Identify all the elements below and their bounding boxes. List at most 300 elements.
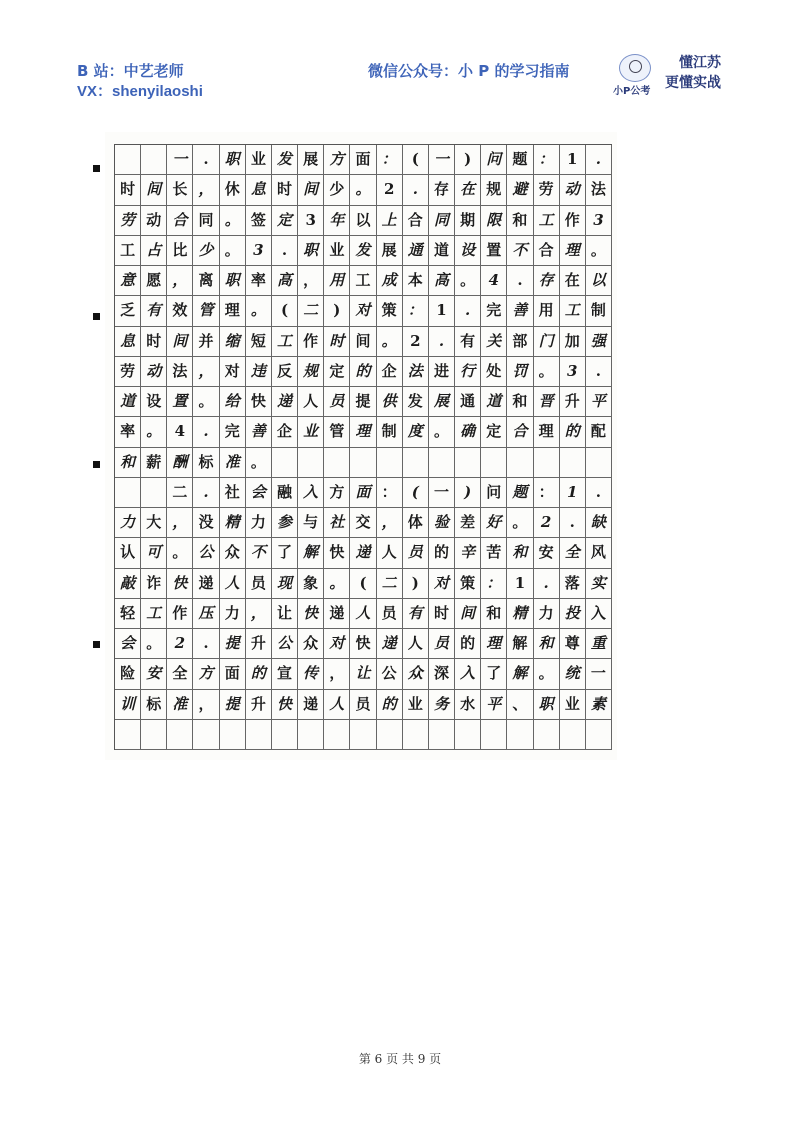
grid-cell: 定 [481,417,507,447]
grid-cell: 会 [115,629,141,659]
grid-cell: 差 [455,508,481,538]
grid-cell: 公 [377,659,403,689]
grid-cell: 善 [246,417,272,447]
page-number: 第 6 页 共 9 页 [358,1052,442,1066]
logo-small-text: 小P公考 [613,86,651,97]
grid-cell: 加 [560,327,586,357]
grid-cell: 门 [534,327,560,357]
grid-cell: 和 [507,206,533,236]
grid-cell: 职 [534,690,560,720]
grid-cell: 公 [272,629,298,659]
grid-cell: 。 [141,629,167,659]
grid-cell: 企 [272,417,298,447]
grid-cell: ， [193,357,219,387]
grid-cell: 给 [220,387,246,417]
grid-cell: 让 [350,659,376,689]
grid-cell: 劳 [534,175,560,205]
grid-cell: 融 [272,478,298,508]
grid-cell: . [560,508,586,538]
grid-cell: 策 [455,569,481,599]
grid-cell: 二 [167,478,193,508]
grid-cell: 完 [220,417,246,447]
grid-cell: 人 [220,569,246,599]
grid-cell: 险 [115,659,141,689]
grid-cell: 了 [272,538,298,568]
grid-cell: 落 [560,569,586,599]
grid-cell: 升 [246,690,272,720]
grid-cell: 递 [377,629,403,659]
grid-cell [193,720,219,750]
grid-cell: 业 [560,690,586,720]
grid-cell: 3 [560,357,586,387]
grid-cell: . [586,145,612,175]
grid-cell: 同 [429,206,455,236]
grid-cell: 升 [560,387,586,417]
grid-cell: 大 [141,508,167,538]
grid-cell: 配 [586,417,612,447]
grid-cell: 了 [481,659,507,689]
writing-grid [114,144,612,750]
grid-cell: 参 [272,508,298,538]
grid-cell: 准 [167,690,193,720]
grid-cell: 递 [350,538,376,568]
grid-cell: 合 [403,206,429,236]
grid-cell [350,720,376,750]
grid-cell: 对 [350,296,376,326]
grid-cell: 时 [272,175,298,205]
grid-cell: 并 [193,327,219,357]
grid-cell: 标 [141,690,167,720]
grid-cell: 和 [534,629,560,659]
grid-cell: 休 [220,175,246,205]
grid-cell: 道 [115,387,141,417]
grid-cell: 劳 [115,357,141,387]
grid-cell: 占 [141,236,167,266]
grid-cell [455,720,481,750]
grid-cell: 业 [403,690,429,720]
grid-cell: 方 [324,145,350,175]
grid-cell: 置 [167,387,193,417]
grid-cell: 面 [220,659,246,689]
grid-cell: 标 [193,448,219,478]
grid-cell: 方 [193,659,219,689]
grid-cell: 制 [377,417,403,447]
grid-cell [429,720,455,750]
grid-cell: 设 [141,387,167,417]
grid-cell: 面 [350,145,376,175]
grid-cell: 有 [403,599,429,629]
grid-cell: 体 [403,508,429,538]
grid-cell: 工 [272,327,298,357]
grid-cell [115,145,141,175]
grid-cell: 力 [115,508,141,538]
grid-cell: 2 [403,327,429,357]
grid-cell: ， [167,508,193,538]
grid-cell: 二 [298,296,324,326]
grid-cell [403,448,429,478]
grid-cell [298,720,324,750]
grid-cell [350,448,376,478]
grid-cell: ( [403,145,429,175]
grid-cell: . [193,417,219,447]
grid-cell: 风 [586,538,612,568]
grid-cell: 。 [350,175,376,205]
grid-cell: 深 [429,659,455,689]
grid-cell: 传 [298,659,324,689]
grid-cell: 对 [429,569,455,599]
grid-cell: 上 [377,206,403,236]
grid-cell: 工 [141,599,167,629]
grid-cell [298,448,324,478]
grid-cell: 3 [586,206,612,236]
grid-cell: 间 [350,327,376,357]
grid-cell: 与 [298,508,324,538]
grid-cell: ) [324,296,350,326]
grid-cell: 入 [455,659,481,689]
grid-cell: 置 [481,236,507,266]
grid-cell [455,448,481,478]
grid-cell: 对 [220,357,246,387]
brand-logo [613,52,731,97]
grid-cell: 率 [246,266,272,296]
grid-cell: 合 [167,206,193,236]
grid-cell: 员 [350,690,376,720]
grid-cell: 乏 [115,296,141,326]
grid-cell: 题 [507,478,533,508]
grid-cell: 全 [560,538,586,568]
grid-cell [377,448,403,478]
grid-cell: 限 [481,206,507,236]
grid-cell: 象 [298,569,324,599]
grid-cell: 验 [429,508,455,538]
grid-cell: ， [167,266,193,296]
grid-cell: 的 [246,659,272,689]
grid-cell: 的 [350,357,376,387]
grid-cell: 善 [507,296,533,326]
grid-cell: 间 [455,599,481,629]
grid-cell: 制 [586,296,612,326]
grid-cell: 在 [560,266,586,296]
grid-cell: 法 [586,175,612,205]
grid-cell: 管 [324,417,350,447]
grid-cell: 缺 [586,508,612,538]
grid-cell: 。 [429,417,455,447]
grid-cell [534,448,560,478]
grid-cell: 比 [167,236,193,266]
grid-cell: 入 [298,478,324,508]
grid-cell: 展 [429,387,455,417]
grid-cell: 训 [115,690,141,720]
logo-line2: 更懂实战 [665,75,721,91]
grid-cell: 4 [167,417,193,447]
grid-cell: 可 [141,538,167,568]
grid-cell: 存 [534,266,560,296]
grid-cell: 员 [377,599,403,629]
grid-cell: 用 [324,266,350,296]
grid-cell: 题 [507,145,533,175]
grid-cell [534,720,560,750]
grid-cell: . [586,357,612,387]
grid-cell: 让 [272,599,298,629]
grid-cell: 离 [193,266,219,296]
grid-cell: 员 [429,629,455,659]
grid-cell [560,720,586,750]
grid-cell: 罚 [507,357,533,387]
grid-cell: 策 [377,296,403,326]
grid-cell: 1 [560,145,586,175]
grid-cell: 和 [115,448,141,478]
grid-cell: 职 [220,266,246,296]
grid-cell: 压 [193,599,219,629]
grid-cell: ： [534,145,560,175]
grid-cell: 不 [246,538,272,568]
grid-cell: 息 [115,327,141,357]
grid-cell: ， [193,690,219,720]
grid-cell: ( [272,296,298,326]
grid-cell: 签 [246,206,272,236]
grid-cell: 动 [141,206,167,236]
bilibili-label: B 站：中艺老师 [77,62,184,80]
grid-cell: 。 [507,508,533,538]
grid-cell: 同 [193,206,219,236]
grid-cell: 。 [193,387,219,417]
grid-cell: 管 [193,296,219,326]
grid-cell [246,720,272,750]
grid-cell: 工 [115,236,141,266]
grid-cell: 问 [481,478,507,508]
grid-cell: 间 [298,175,324,205]
grid-cell: 意 [115,266,141,296]
grid-cell: 1 [429,296,455,326]
grid-cell: 展 [298,145,324,175]
margin-marker [93,641,100,648]
grid-cell: ， [324,659,350,689]
grid-cell: 的 [429,538,455,568]
grid-cell: 众 [220,538,246,568]
grid-cell: 重 [586,629,612,659]
grid-cell: ， [193,175,219,205]
grid-cell: 解 [507,659,533,689]
grid-cell: 度 [403,417,429,447]
grid-cell: 人 [350,599,376,629]
grid-cell: 面 [350,478,376,508]
grid-cell: 在 [455,175,481,205]
grid-cell: . [455,296,481,326]
grid-cell: 素 [586,690,612,720]
grid-cell: 人 [377,538,403,568]
grid-cell: 工 [534,206,560,236]
grid-cell: 一 [429,145,455,175]
grid-cell: ) [455,478,481,508]
grid-cell [272,448,298,478]
grid-cell: 员 [324,387,350,417]
grid-cell: 酬 [167,448,193,478]
grid-cell: 时 [429,599,455,629]
grid-cell [272,720,298,750]
grid-cell: 法 [403,357,429,387]
grid-cell: 社 [324,508,350,538]
grid-cell: 存 [429,175,455,205]
grid-cell: 时 [324,327,350,357]
grid-cell: 间 [141,175,167,205]
grid-cell: 行 [455,357,481,387]
grid-cell: 递 [298,690,324,720]
grid-cell: 和 [507,387,533,417]
grid-cell: 高 [429,266,455,296]
grid-cell: 业 [246,145,272,175]
grid-cell: 期 [455,206,481,236]
grid-cell [507,448,533,478]
grid-cell: 2 [534,508,560,538]
grid-cell: 。 [455,266,481,296]
grid-cell: 力 [220,599,246,629]
grid-cell: 合 [507,417,533,447]
grid-cell: 避 [507,175,533,205]
grid-cell [429,448,455,478]
grid-cell [586,448,612,478]
grid-cell: 精 [507,599,533,629]
grid-cell: ： [377,145,403,175]
grid-cell: 轻 [115,599,141,629]
grid-cell: 缩 [220,327,246,357]
grid-cell: 法 [167,357,193,387]
grid-cell: ： [403,296,429,326]
grid-cell: ， [377,508,403,538]
grid-cell: 快 [298,599,324,629]
grid-cell [324,448,350,478]
grid-cell: 作 [167,599,193,629]
grid-cell: 企 [377,357,403,387]
grid-cell: 入 [586,599,612,629]
grid-cell: 3 [298,206,324,236]
grid-cell [167,720,193,750]
grid-cell: 。 [246,448,272,478]
grid-cell: 公 [193,538,219,568]
grid-cell: 的 [377,690,403,720]
grid-cell: 职 [298,236,324,266]
grid-cell: 准 [220,448,246,478]
grid-cell: 工 [560,296,586,326]
grid-cell [586,720,612,750]
grid-cell: 道 [429,236,455,266]
grid-cell: 提 [220,690,246,720]
grid-cell: . [193,629,219,659]
grid-cell: 宣 [272,659,298,689]
grid-cell [507,720,533,750]
grid-cell: . [403,175,429,205]
grid-cell: 理 [560,236,586,266]
grid-cell: 有 [455,327,481,357]
grid-cell: 。 [586,236,612,266]
grid-cell: 时 [141,327,167,357]
grid-cell: 4 [481,266,507,296]
grid-cell: 安 [534,538,560,568]
grid-cell: 晋 [534,387,560,417]
grid-cell: 时 [115,175,141,205]
grid-cell: 工 [350,266,376,296]
grid-cell: 道 [481,387,507,417]
grid-cell: 员 [246,569,272,599]
grid-cell: ： [377,478,403,508]
grid-cell: 反 [272,357,298,387]
grid-cell: 以 [350,206,376,236]
grid-cell: 敲 [115,569,141,599]
grid-cell: 违 [246,357,272,387]
grid-cell: 递 [324,599,350,629]
grid-cell: 力 [246,508,272,538]
grid-cell: ( [350,569,376,599]
grid-cell: 、 [507,690,533,720]
logo-line1: 懂江苏 [679,55,721,71]
grid-cell: 。 [220,206,246,236]
grid-cell: 力 [534,599,560,629]
grid-cell: 愿 [141,266,167,296]
grid-cell: 。 [534,659,560,689]
grid-cell: 3 [246,236,272,266]
grid-cell: 解 [507,629,533,659]
grid-cell: 作 [560,206,586,236]
grid-cell: 理 [534,417,560,447]
grid-cell: 。 [220,236,246,266]
grid-cell: 尊 [560,629,586,659]
margin-marker [93,165,100,172]
grid-cell: 作 [298,327,324,357]
grid-cell: ) [403,569,429,599]
grid-cell: 发 [272,145,298,175]
grid-cell: 率 [115,417,141,447]
grid-cell: 一 [167,145,193,175]
grid-cell: 众 [298,629,324,659]
grid-cell: 。 [246,296,272,326]
grid-cell: 设 [455,236,481,266]
mascot-icon [619,54,651,82]
grid-cell [141,145,167,175]
grid-cell: 辛 [455,538,481,568]
grid-cell: 实 [586,569,612,599]
grid-cell: 快 [324,538,350,568]
grid-cell: 年 [324,206,350,236]
grid-cell: 强 [586,327,612,357]
grid-cell: 供 [377,387,403,417]
grid-cell: 认 [115,538,141,568]
grid-cell: 定 [324,357,350,387]
grid-cell: . [586,478,612,508]
grid-cell: 二 [377,569,403,599]
grid-cell: . [193,145,219,175]
grid-cell: 提 [220,629,246,659]
grid-cell: 成 [377,266,403,296]
grid-cell: ) [455,145,481,175]
grid-cell [115,478,141,508]
grid-cell: 统 [560,659,586,689]
grid-cell: 现 [272,569,298,599]
grid-cell: 精 [220,508,246,538]
grid-cell: 没 [193,508,219,538]
grid-cell: 问 [481,145,507,175]
grid-cell: 的 [560,417,586,447]
grid-cell: 员 [403,538,429,568]
grid-cell: 人 [403,629,429,659]
grid-cell: 业 [324,236,350,266]
grid-cell: 理 [220,296,246,326]
grid-cell: 交 [350,508,376,538]
grid-cell: 劳 [115,206,141,236]
grid-cell: 一 [429,478,455,508]
grid-cell: 动 [560,175,586,205]
wechat-label: 微信公众号：小 P 的学习指南 [368,62,570,80]
grid-cell: 社 [220,478,246,508]
grid-cell: 和 [507,538,533,568]
